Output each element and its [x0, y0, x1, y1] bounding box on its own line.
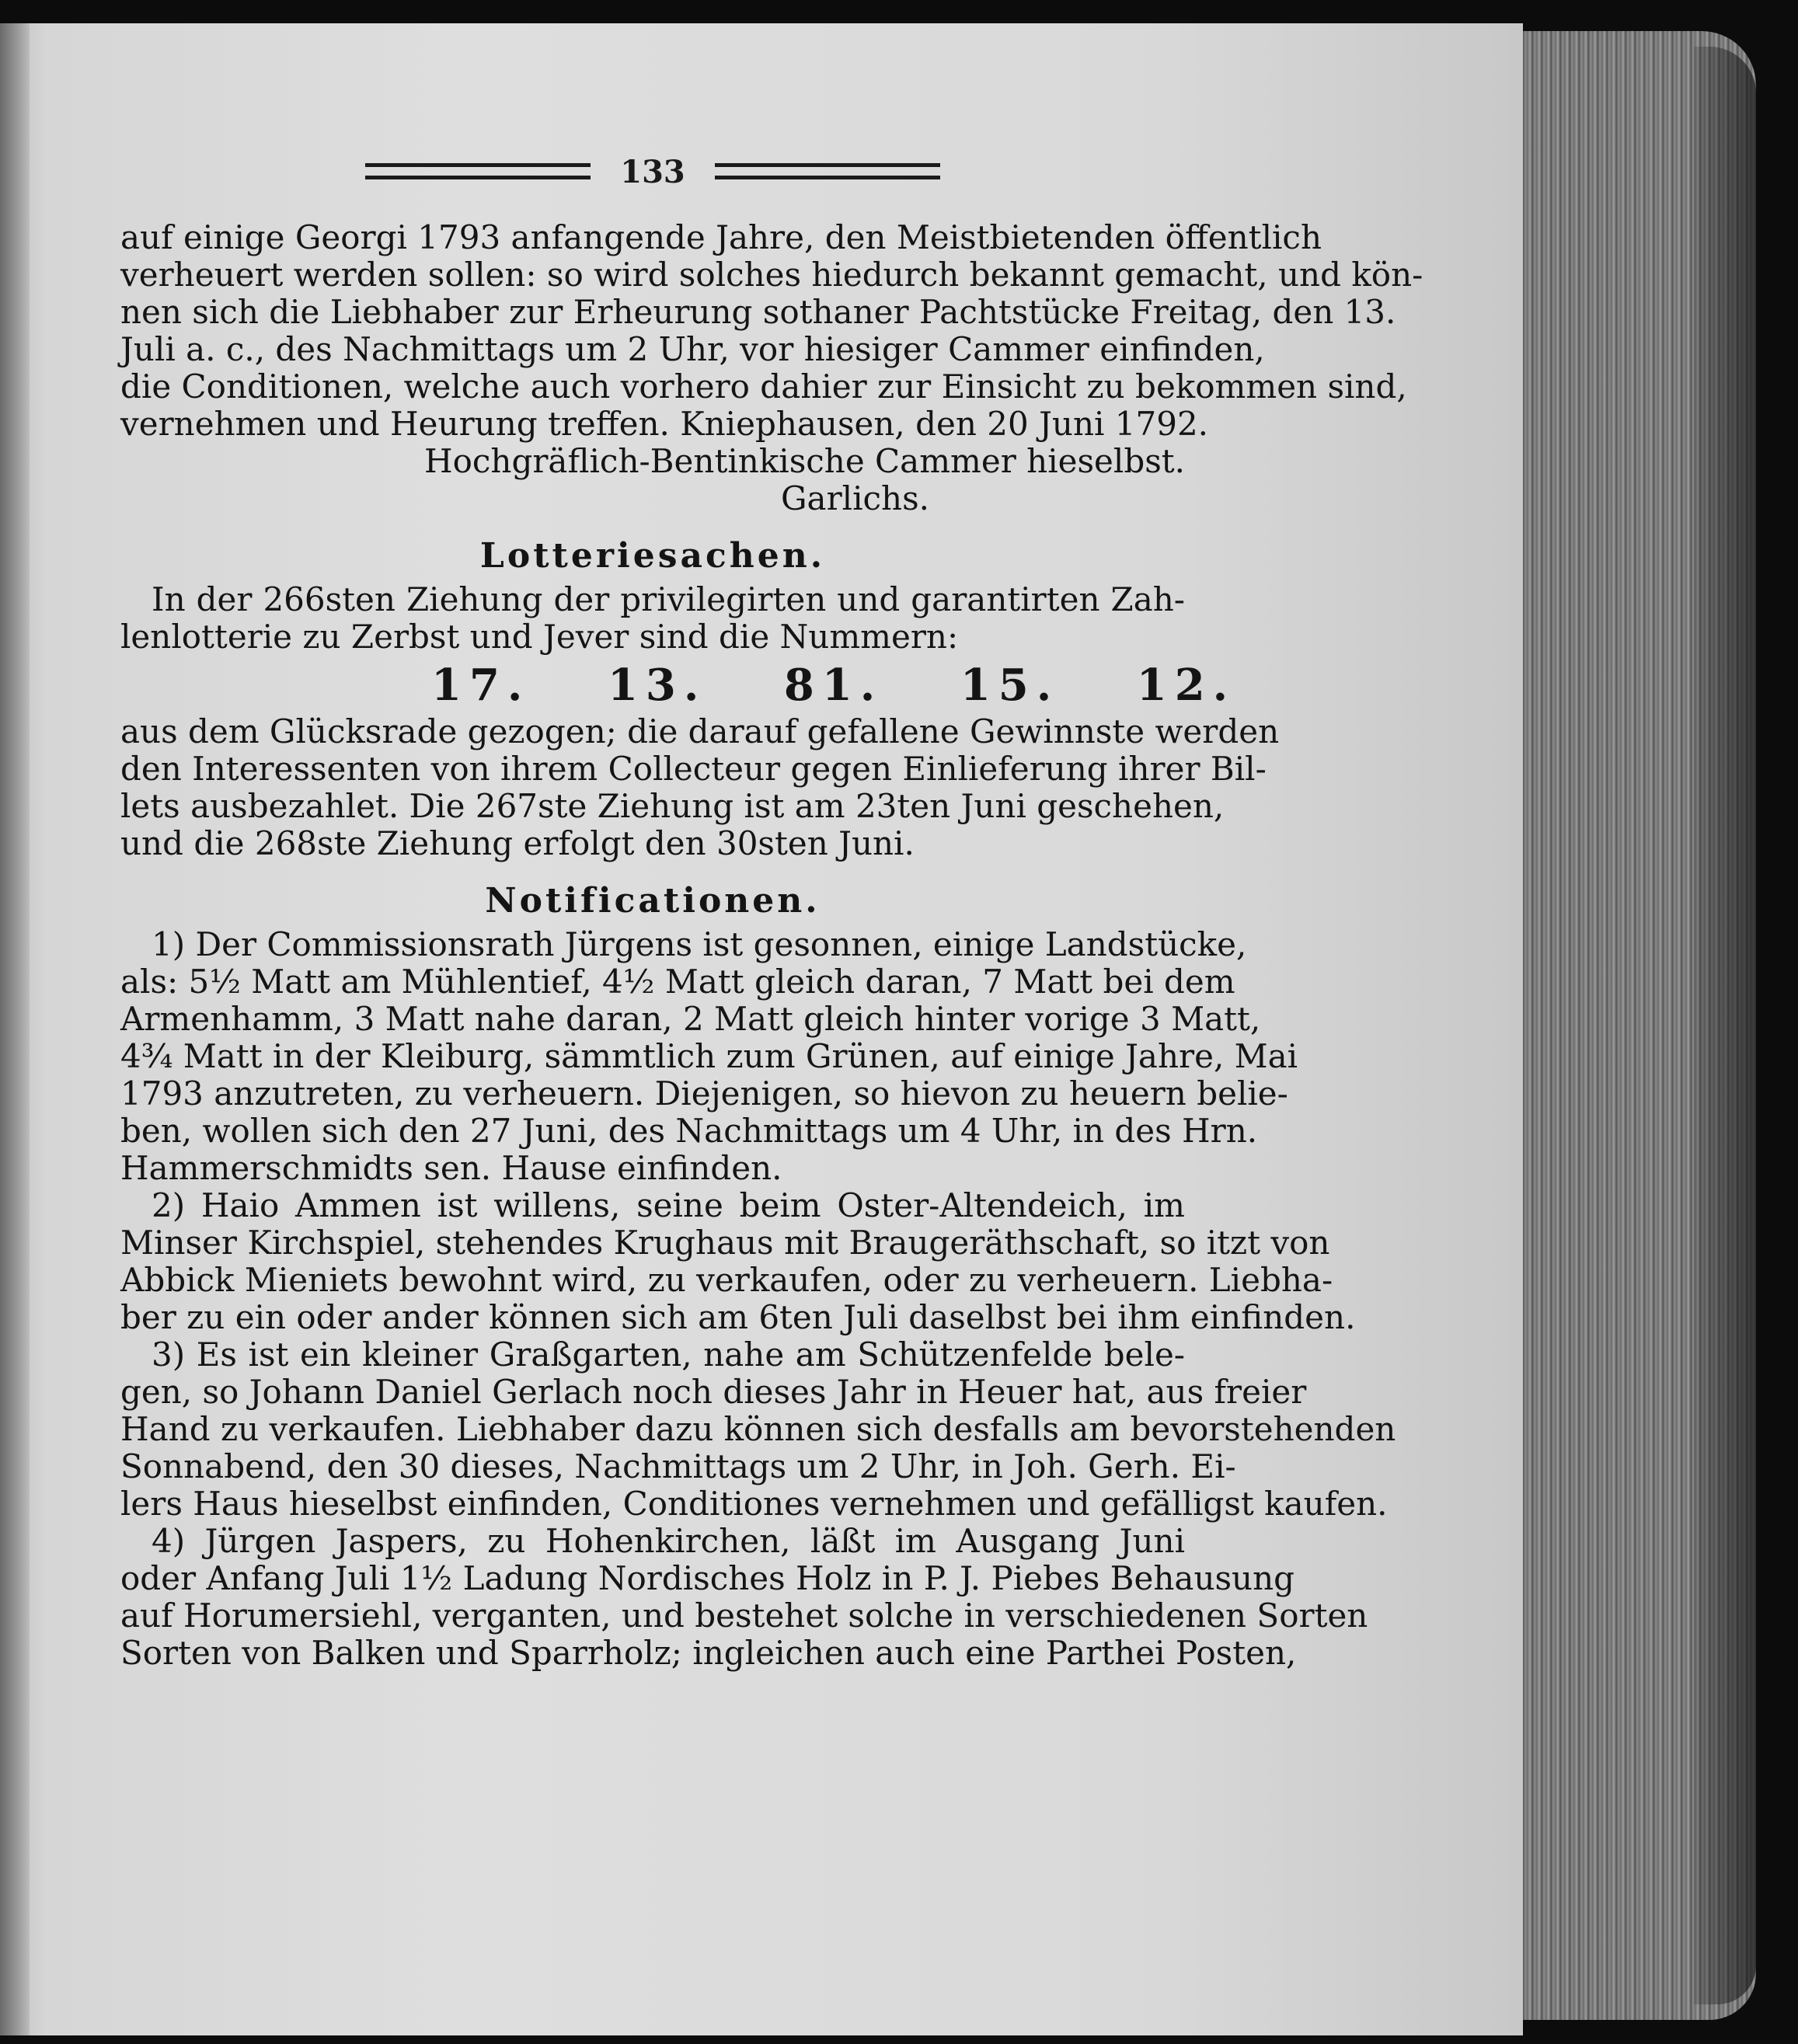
text-line: Armenhamm, 3 Matt nahe daran, 2 Matt gleich hinter vorige 3 Matt, [120, 1000, 1261, 1038]
signature-cammer: Hochgräflich-Bentinkische Cammer hieselbst. [423, 442, 1185, 480]
binding-gutter [0, 23, 30, 2035]
text-line: Sorten von Balken und Sparrholz; ingleichen auch eine Parthei Posten, [120, 1634, 1297, 1672]
text-line: auf einige Georgi 1793 anfangende Jahre, den Meistbietenden öffentlich [120, 218, 1322, 256]
lottery-numbers [120, 660, 1236, 711]
text-line: 1) Der Commissionsrath Jürgens ist gesonnen, einige Landstücke, [152, 925, 1247, 963]
lottery-number: 13. [607, 660, 707, 711]
text-line: oder Anfang Juli 1½ Ladung Nordisches Holz in P. J. Piebes Behausung [120, 1559, 1295, 1597]
text-line: nen sich die Liebhaber zur Erheurung sothaner Pachtstücke Freitag, den 13. [120, 293, 1396, 331]
text-line: vernehmen und Heurung treffen. Kniephausen, den 20 Juni 1792. [120, 405, 1209, 443]
announcement-pachtstuecke [120, 218, 1423, 517]
text-line: und die 268ste Ziehung erfolgt den 30sten Juni. [120, 824, 915, 862]
text-line: den Interessenten von ihrem Collecteur gegen Einlieferung ihrer Bil- [120, 750, 1267, 788]
header-rule-right-top [715, 163, 940, 167]
page-number: 133 [620, 154, 685, 190]
text-line: Hammerschmidts sen. Hause einfinden. [120, 1149, 782, 1187]
lottery-number: 17. [431, 660, 531, 711]
text-line: Abbick Mieniets bewohnt wird, zu verkaufen, oder zu verheuern. Liebha- [120, 1261, 1333, 1299]
book-spine-shadow [1694, 47, 1756, 2004]
text-line: 2) Haio Ammen ist willens, seine beim Oster-Altendeich, im [152, 1186, 1185, 1224]
text-line: 3) Es ist ein kleiner Graßgarten, nahe am Schützenfelde bele- [152, 1335, 1185, 1374]
text-line: lenlotterie zu Zerbst und Jever sind die Nummern: [120, 618, 959, 656]
lottery-section [120, 580, 1280, 862]
page-header [365, 152, 940, 191]
heading-notifications: Notificationen. [485, 881, 821, 921]
text-line: aus dem Glücksrade gezogen; die darauf gefallene Gewinnste werden [120, 712, 1280, 750]
header-rule-left-top [365, 163, 591, 167]
header-rule-left-bottom [365, 176, 591, 179]
text-line: ben, wollen sich den 27 Juni, des Nachmittags um 4 Uhr, in des Hrn. [120, 1112, 1258, 1150]
text-line: 4¾ Matt in der Kleiburg, sämmtlich zum Grünen, auf einige Jahre, Mai [120, 1037, 1298, 1075]
lottery-number: 12. [1136, 660, 1236, 711]
heading-lottery: Lotteriesachen. [479, 536, 826, 576]
text-line: Hand zu verkaufen. Liebhaber dazu können sich desfalls am bevorstehenden [120, 1410, 1396, 1448]
text-line: verheuert werden sollen: so wird solches hiedurch bekannt gemacht, und kön- [120, 256, 1423, 294]
body-text [120, 218, 1423, 1672]
signature-name: Garlichs. [781, 479, 930, 517]
text-line: Juli a. c., des Nachmittags um 2 Uhr, vor hiesiger Cammer einfinden, [120, 330, 1265, 368]
lottery-number: 81. [783, 660, 883, 711]
text-line: 4) Jürgen Jaspers, zu Hohenkirchen, läßt im Ausgang Juni [152, 1522, 1185, 1560]
text-line: Sonnabend, den 30 dieses, Nachmittags um 2 Uhr, in Joh. Gerh. Ei- [120, 1447, 1236, 1485]
text-line: auf Horumersiehl, verganten, und bestehet solche in verschiedenen Sorten [120, 1597, 1368, 1635]
lottery-number: 15. [960, 660, 1060, 711]
text-line: ber zu ein oder ander können sich am 6ten Juli daselbst bei ihm einfinden. [120, 1298, 1356, 1336]
text-line: lers Haus hieselbst einfinden, Conditiones vernehmen und gefälligst kaufen. [120, 1485, 1388, 1523]
text-line: gen, so Johann Daniel Gerlach noch dieses Jahr in Heuer hat, aus freier [120, 1373, 1307, 1411]
text-line: lets ausbezahlet. Die 267ste Ziehung ist am 23ten Juni geschehen, [120, 787, 1225, 825]
text-line: die Conditionen, welche auch vorhero dahier zur Einsicht zu bekommen sind, [120, 367, 1407, 406]
text-line: 1793 anzutreten, zu verheuern. Diejenigen, so hievon zu heuern belie- [120, 1074, 1288, 1113]
text-line: In der 266sten Ziehung der privilegirten und garantirten Zah- [152, 580, 1185, 618]
text-line: als: 5½ Matt am Mühlentief, 4½ Matt gleich daran, 7 Matt bei dem [120, 963, 1235, 1001]
text-line: Minser Kirchspiel, stehendes Krughaus mit Braugeräthschaft, so itzt von [120, 1224, 1330, 1262]
notifications-section [120, 925, 1396, 1672]
header-rule-right-bottom [715, 176, 940, 179]
